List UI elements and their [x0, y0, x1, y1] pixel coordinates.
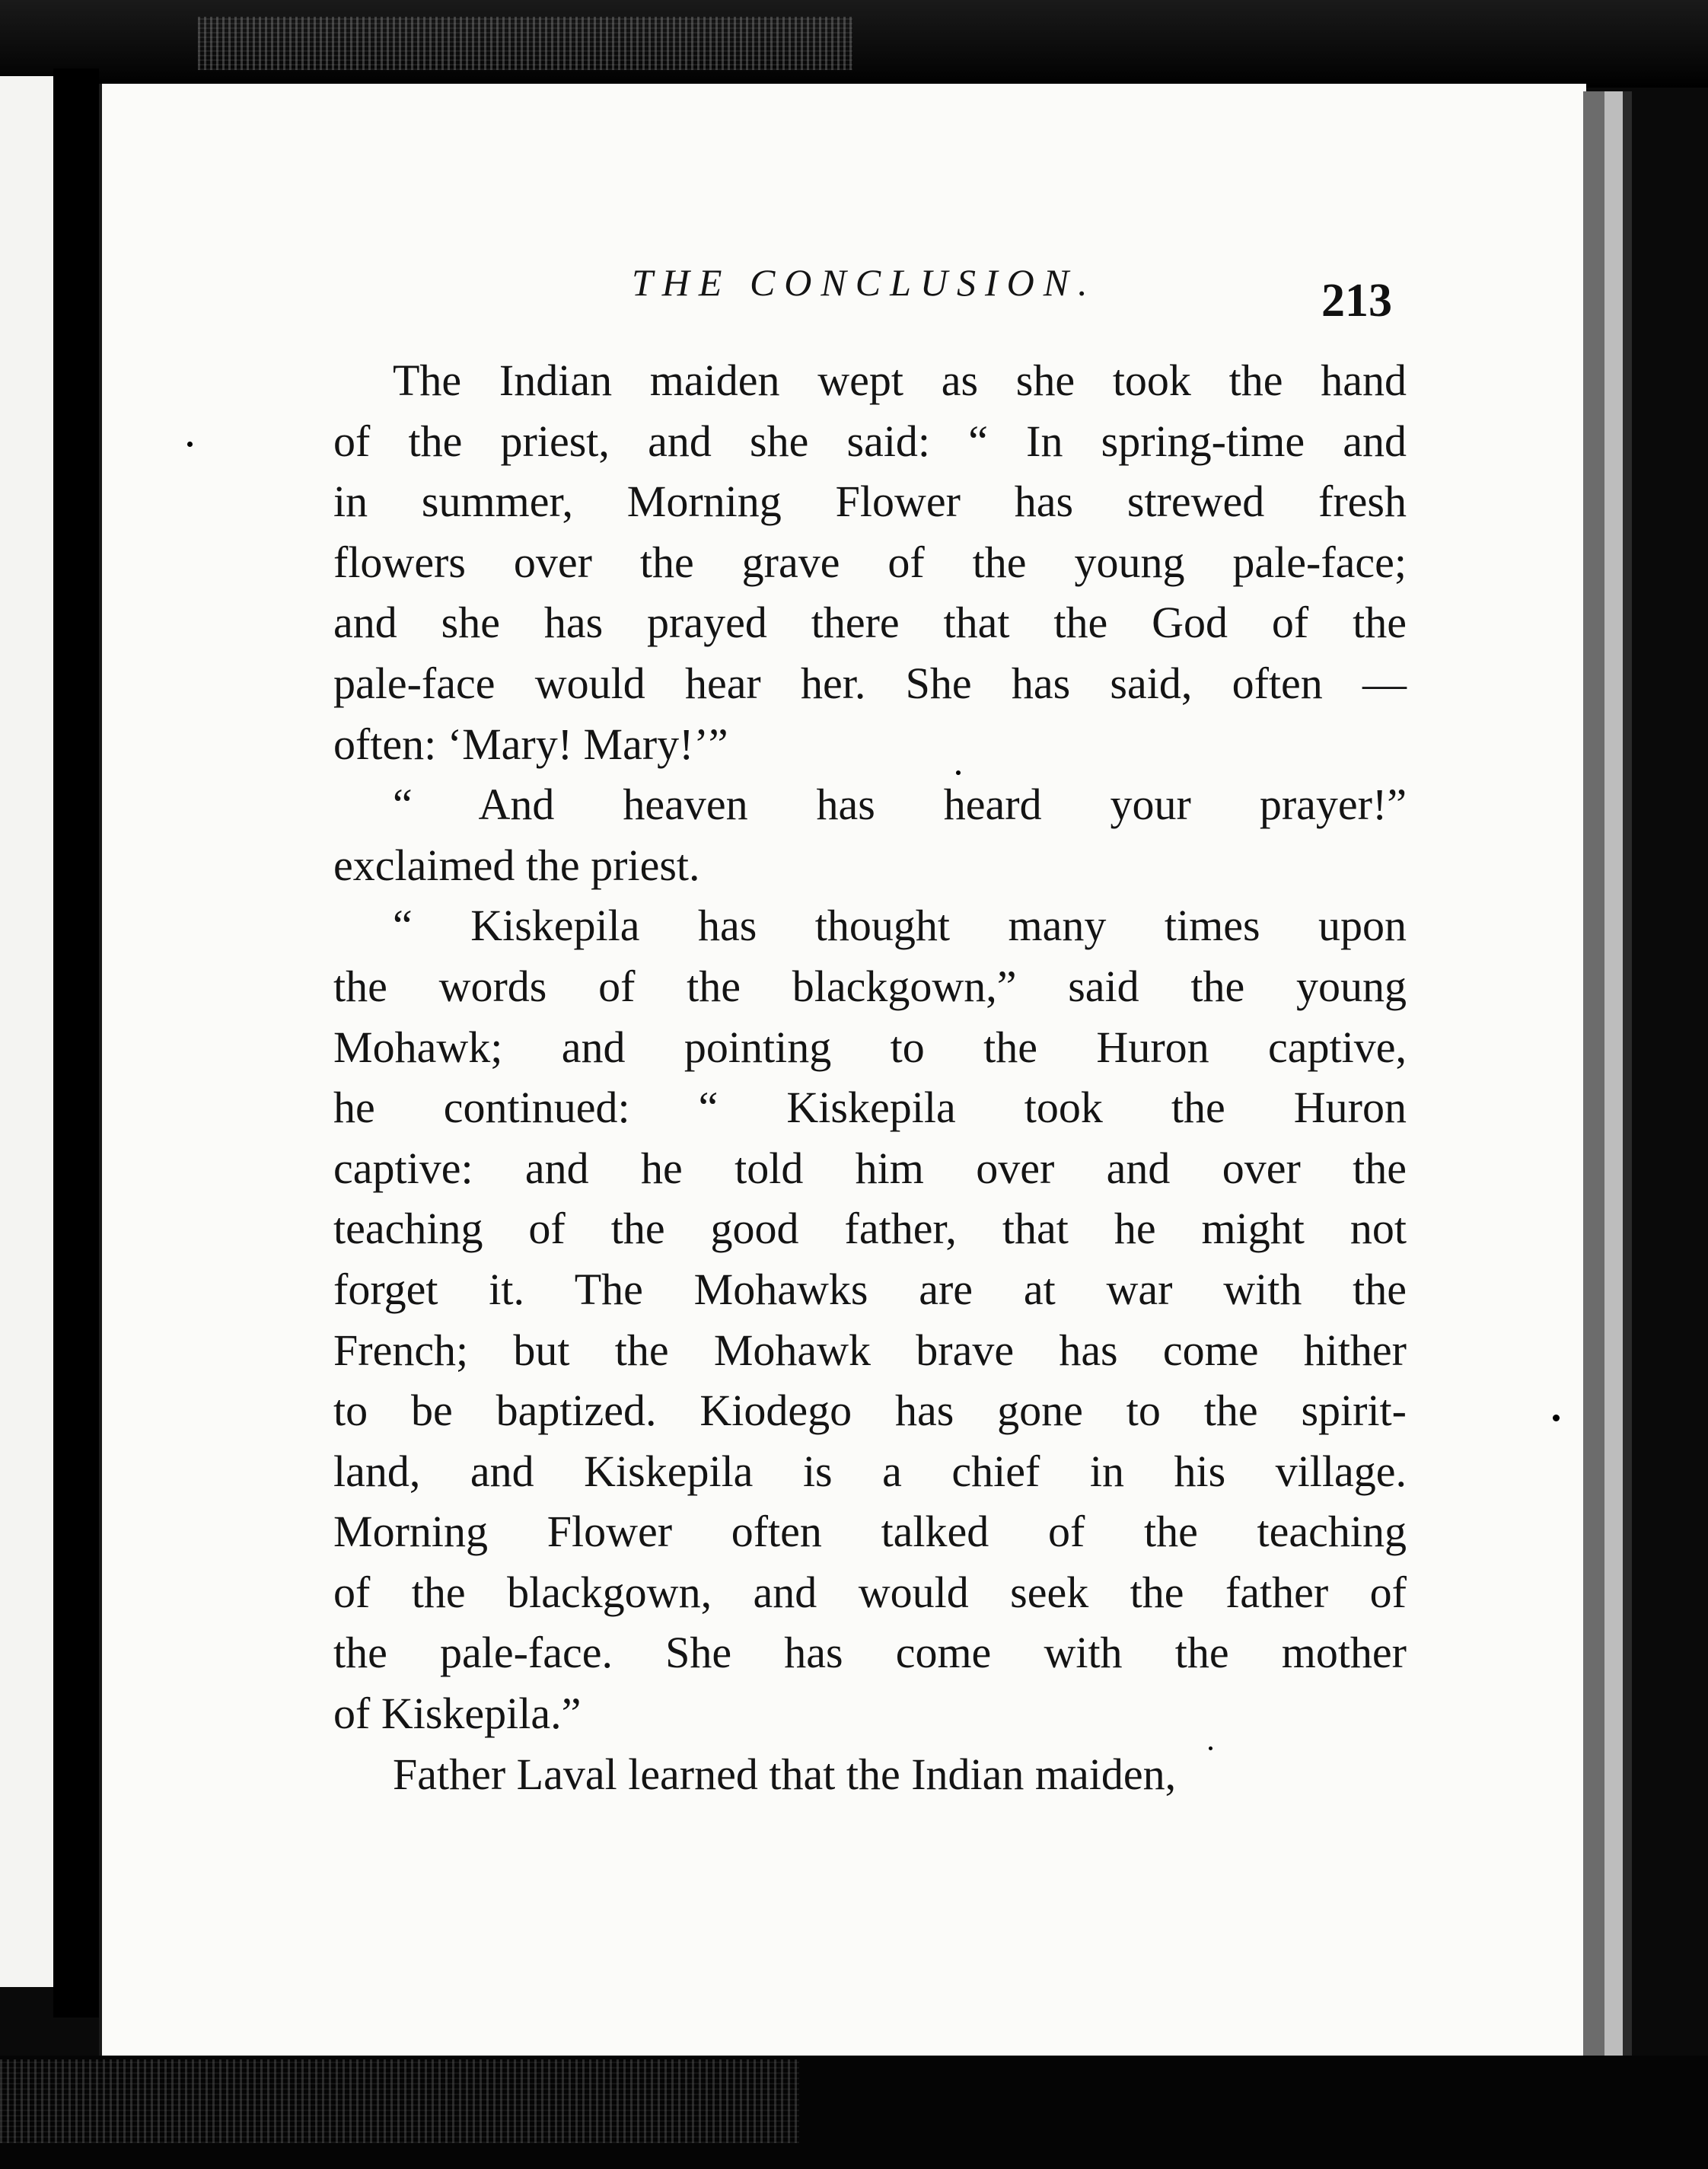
page-stack-outer-edge	[1623, 91, 1632, 2056]
dust-speck	[187, 442, 193, 447]
text-line: exclaimed the priest.	[333, 840, 700, 890]
body-text	[333, 350, 1407, 1804]
text-line: Father Laval learned that the Indian maiden,	[393, 1749, 1177, 1799]
page-edge-shadow	[1583, 91, 1604, 2056]
text-line: the words of the blackgown,” said the young	[333, 961, 1407, 1011]
book-gutter	[53, 69, 99, 2017]
facing-page-edge	[0, 76, 53, 1987]
dust-speck	[1209, 1746, 1212, 1750]
text-line: of Kiskepila.”	[333, 1689, 582, 1739]
cloth-texture-bottom	[0, 2059, 799, 2143]
text-line: forget it. The Mohawks are at war with the	[333, 1264, 1407, 1314]
text-line: of the priest, and she said: “ In spring-time and	[333, 416, 1407, 466]
dust-speck	[1553, 1415, 1560, 1421]
text-line: Mohawk; and pointing to the Huron captive,	[333, 1022, 1407, 1072]
text-line: in summer, Morning Flower has strewed fresh	[333, 477, 1407, 527]
text-line: teaching of the good father, that he might not	[333, 1204, 1407, 1254]
cloth-texture-top	[198, 17, 852, 70]
text-line: he continued: “ Kiskepila took the Huron	[333, 1083, 1407, 1133]
page-number: 213	[1321, 275, 1392, 327]
text-line: flowers over the grave of the young pale-face;	[333, 537, 1407, 587]
text-line: land, and Kiskepila is a chief in his village.	[333, 1446, 1407, 1496]
text-line: “ Kiskepila has thought many times upon	[393, 901, 1407, 951]
running-head: THE CONCLUSION.	[632, 261, 1097, 304]
text-line: and she has prayed there that the God of the	[333, 598, 1407, 648]
text-line: French; but the Mohawk brave has come hither	[333, 1325, 1407, 1375]
dust-speck	[956, 770, 961, 775]
page-stack-edge	[1604, 91, 1623, 2056]
text-line: captive: and he told him over and over the	[333, 1143, 1407, 1193]
text-line: of the blackgown, and would seek the father of	[333, 1567, 1407, 1617]
text-line: the pale-face. She has come with the mother	[333, 1628, 1407, 1678]
text-line: pale-face would hear her. She has said, often —	[333, 658, 1407, 708]
text-line: often: ‘Mary! Mary!’”	[333, 719, 728, 769]
text-line: The Indian maiden wept as she took the hand	[393, 356, 1407, 405]
text-line: Morning Flower often talked of the teaching	[333, 1507, 1407, 1557]
text-line: “ And heaven has heard your prayer!”	[393, 780, 1407, 830]
text-line: to be baptized. Kiodego has gone to the spirit-	[333, 1386, 1407, 1436]
